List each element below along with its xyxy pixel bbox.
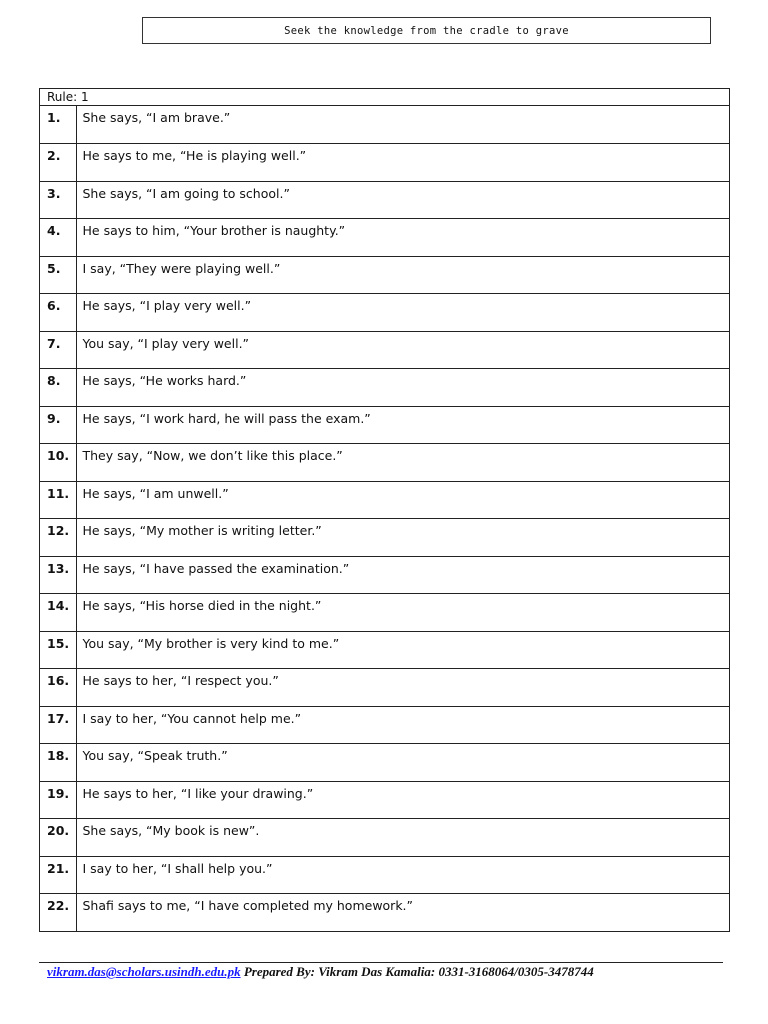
table-row — [40, 294, 729, 332]
item-sentence: She says, “My book is new”. — [76, 819, 729, 857]
motto-box — [142, 17, 711, 44]
item-number: 10. — [40, 444, 76, 482]
table-row — [40, 744, 729, 782]
item-number: 7. — [40, 331, 76, 369]
item-number: 20. — [40, 819, 76, 857]
item-number: 17. — [40, 706, 76, 744]
item-sentence: He says to him, “Your brother is naughty.” — [76, 219, 729, 257]
item-number: 15. — [40, 631, 76, 669]
table-row — [40, 631, 729, 669]
footer-divider — [39, 962, 723, 963]
item-sentence: He says to her, “I like your drawing.” — [76, 781, 729, 819]
table-row — [40, 819, 729, 857]
table-row — [40, 781, 729, 819]
item-sentence: He says, “I am unwell.” — [76, 481, 729, 519]
author-email-link[interactable]: vikram.das@scholars.usindh.edu.pk — [47, 964, 241, 979]
item-number: 3. — [40, 181, 76, 219]
item-number: 8. — [40, 369, 76, 407]
item-sentence: She says, “I am going to school.” — [76, 181, 729, 219]
motto-text: Seek the knowledge from the cradle to grave — [284, 24, 569, 37]
item-number: 4. — [40, 219, 76, 257]
item-number: 9. — [40, 406, 76, 444]
table-row — [40, 894, 729, 932]
item-sentence: He says, “His horse died in the night.” — [76, 594, 729, 632]
table-row — [40, 256, 729, 294]
table-row — [40, 856, 729, 894]
table-row — [40, 444, 729, 482]
item-sentence: He says, “I have passed the examination.” — [76, 556, 729, 594]
item-number: 16. — [40, 669, 76, 707]
item-number: 21. — [40, 856, 76, 894]
item-number: 22. — [40, 894, 76, 932]
table-row — [40, 594, 729, 632]
table-row — [40, 144, 729, 182]
item-sentence: They say, “Now, we don’t like this place.” — [76, 444, 729, 482]
item-sentence: You say, “I play very well.” — [76, 331, 729, 369]
rule-label: Rule: 1 — [40, 89, 729, 106]
footer — [47, 964, 594, 980]
item-sentence: He says to me, “He is playing well.” — [76, 144, 729, 182]
item-sentence: He says, “He works hard.” — [76, 369, 729, 407]
item-number: 2. — [40, 144, 76, 182]
item-number: 13. — [40, 556, 76, 594]
item-number: 6. — [40, 294, 76, 332]
item-sentence: You say, “My brother is very kind to me.” — [76, 631, 729, 669]
table-row — [40, 519, 729, 557]
item-number: 11. — [40, 481, 76, 519]
table-row — [40, 219, 729, 257]
item-sentence: He says, “I work hard, he will pass the exam.” — [76, 406, 729, 444]
item-sentence: He says, “I play very well.” — [76, 294, 729, 332]
item-sentence: I say to her, “I shall help you.” — [76, 856, 729, 894]
worksheet-table — [39, 88, 730, 932]
item-number: 18. — [40, 744, 76, 782]
item-number: 1. — [40, 106, 76, 144]
table-row — [40, 706, 729, 744]
sentence-list — [40, 106, 729, 931]
item-sentence: He says to her, “I respect you.” — [76, 669, 729, 707]
item-number: 14. — [40, 594, 76, 632]
table-row — [40, 331, 729, 369]
table-row — [40, 181, 729, 219]
item-sentence: You say, “Speak truth.” — [76, 744, 729, 782]
table-row — [40, 106, 729, 144]
author-credit: Prepared By: Vikram Das Kamalia: 0331-3168064/0305-3478744 — [243, 964, 594, 979]
item-number: 5. — [40, 256, 76, 294]
table-row — [40, 369, 729, 407]
item-sentence: She says, “I am brave.” — [76, 106, 729, 144]
table-row — [40, 556, 729, 594]
item-sentence: I say to her, “You cannot help me.” — [76, 706, 729, 744]
item-number: 12. — [40, 519, 76, 557]
item-sentence: I say, “They were playing well.” — [76, 256, 729, 294]
item-sentence: Shafi says to me, “I have completed my homework.” — [82, 898, 414, 913]
table-row — [40, 669, 729, 707]
table-row — [40, 406, 729, 444]
item-sentence: He says, “My mother is writing letter.” — [76, 519, 729, 557]
item-number: 19. — [40, 781, 76, 819]
table-row — [40, 481, 729, 519]
